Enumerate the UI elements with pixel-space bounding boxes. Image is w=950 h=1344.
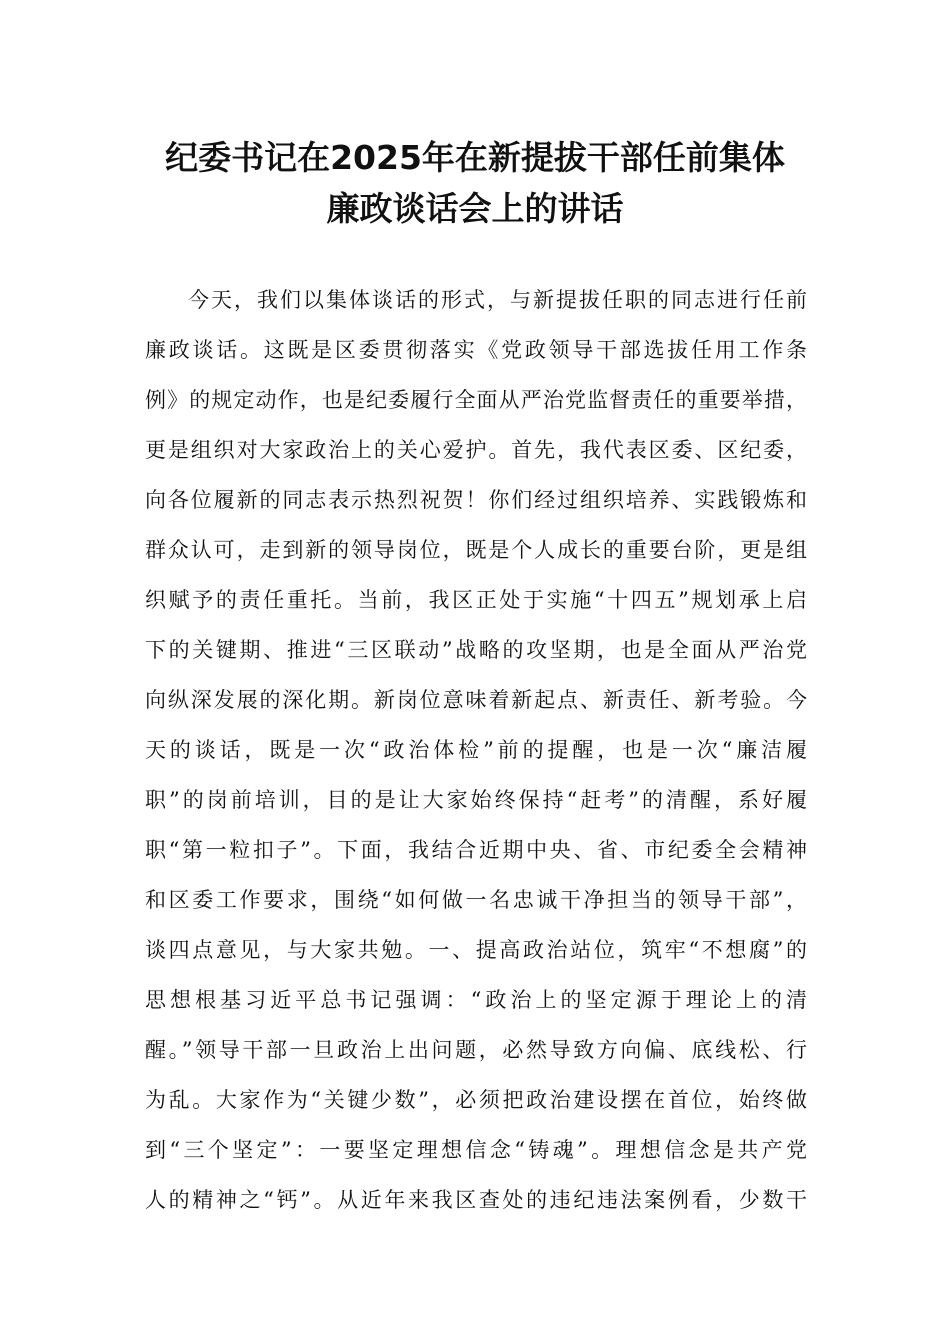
paragraph-line: 和区委工作要求，围绕“如何做一名忠诚干净担当的领导干部”， — [145, 888, 807, 912]
paragraph-line: 向各位履新的同志表示热烈祝贺！你们经过组织培养、实践锻炼和 — [145, 488, 807, 512]
paragraph-line: 思想根基习近平总书记强调：“政治上的坚定源于理论上的清 — [145, 988, 807, 1012]
paragraph-line: 谈四点意见，与大家共勉。一、提高政治站位，筑牢“不想腐”的 — [145, 938, 807, 962]
paragraph-line: 例》的规定动作，也是纪委履行全面从严治党监督责任的重要举措， — [145, 388, 807, 412]
paragraph-line: 醒。”领导干部一旦政治上出问题，必然导致方向偏、底线松、行 — [145, 1038, 807, 1062]
paragraph-line: 人的精神之“钙”。从近年来我区查处的违纪违法案例看，少数干 — [145, 1188, 807, 1212]
paragraph-line: 到“三个坚定”：一要坚定理想信念“铸魂”。理想信念是共产党 — [145, 1138, 807, 1162]
paragraph-line: 今天，我们以集体谈话的形式，与新提拔任职的同志进行任前 — [188, 288, 807, 312]
paragraph-line: 更是组织对大家政治上的关心爱护。首先，我代表区委、区纪委， — [145, 438, 807, 462]
paragraph-line: 织赋予的责任重托。当前，我区正处于实施“十四五”规划承上启 — [145, 588, 807, 612]
paragraph-line: 群众认可，走到新的领导岗位，既是个人成长的重要台阶，更是组 — [145, 538, 807, 562]
paragraph-line: 下的关键期、推进“三区联动”战略的攻坚期，也是全面从严治党 — [145, 638, 807, 662]
document-title-line-1: 纪委书记在2025年在新提拔干部任前集体 — [165, 138, 785, 177]
paragraph-line: 职”的岗前培训，目的是让大家始终保持“赶考”的清醒，系好履 — [145, 788, 807, 812]
document-title-line-2: 廉政谈话会上的讲话 — [326, 189, 624, 228]
paragraph-line: 职“第一粒扣子”。下面，我结合近期中央、省、市纪委全会精神 — [145, 838, 807, 862]
paragraph-line: 廉政谈话。这既是区委贯彻落实《党政领导干部选拔任用工作条 — [145, 338, 807, 362]
paragraph-line: 向纵深发展的深化期。新岗位意味着新起点、新责任、新考验。今 — [145, 688, 807, 712]
paragraph-line: 天的谈话，既是一次“政治体检”前的提醒，也是一次“廉洁履 — [145, 738, 807, 762]
paragraph-line: 为乱。大家作为“关键少数”，必须把政治建设摆在首位，始终做 — [145, 1088, 807, 1112]
